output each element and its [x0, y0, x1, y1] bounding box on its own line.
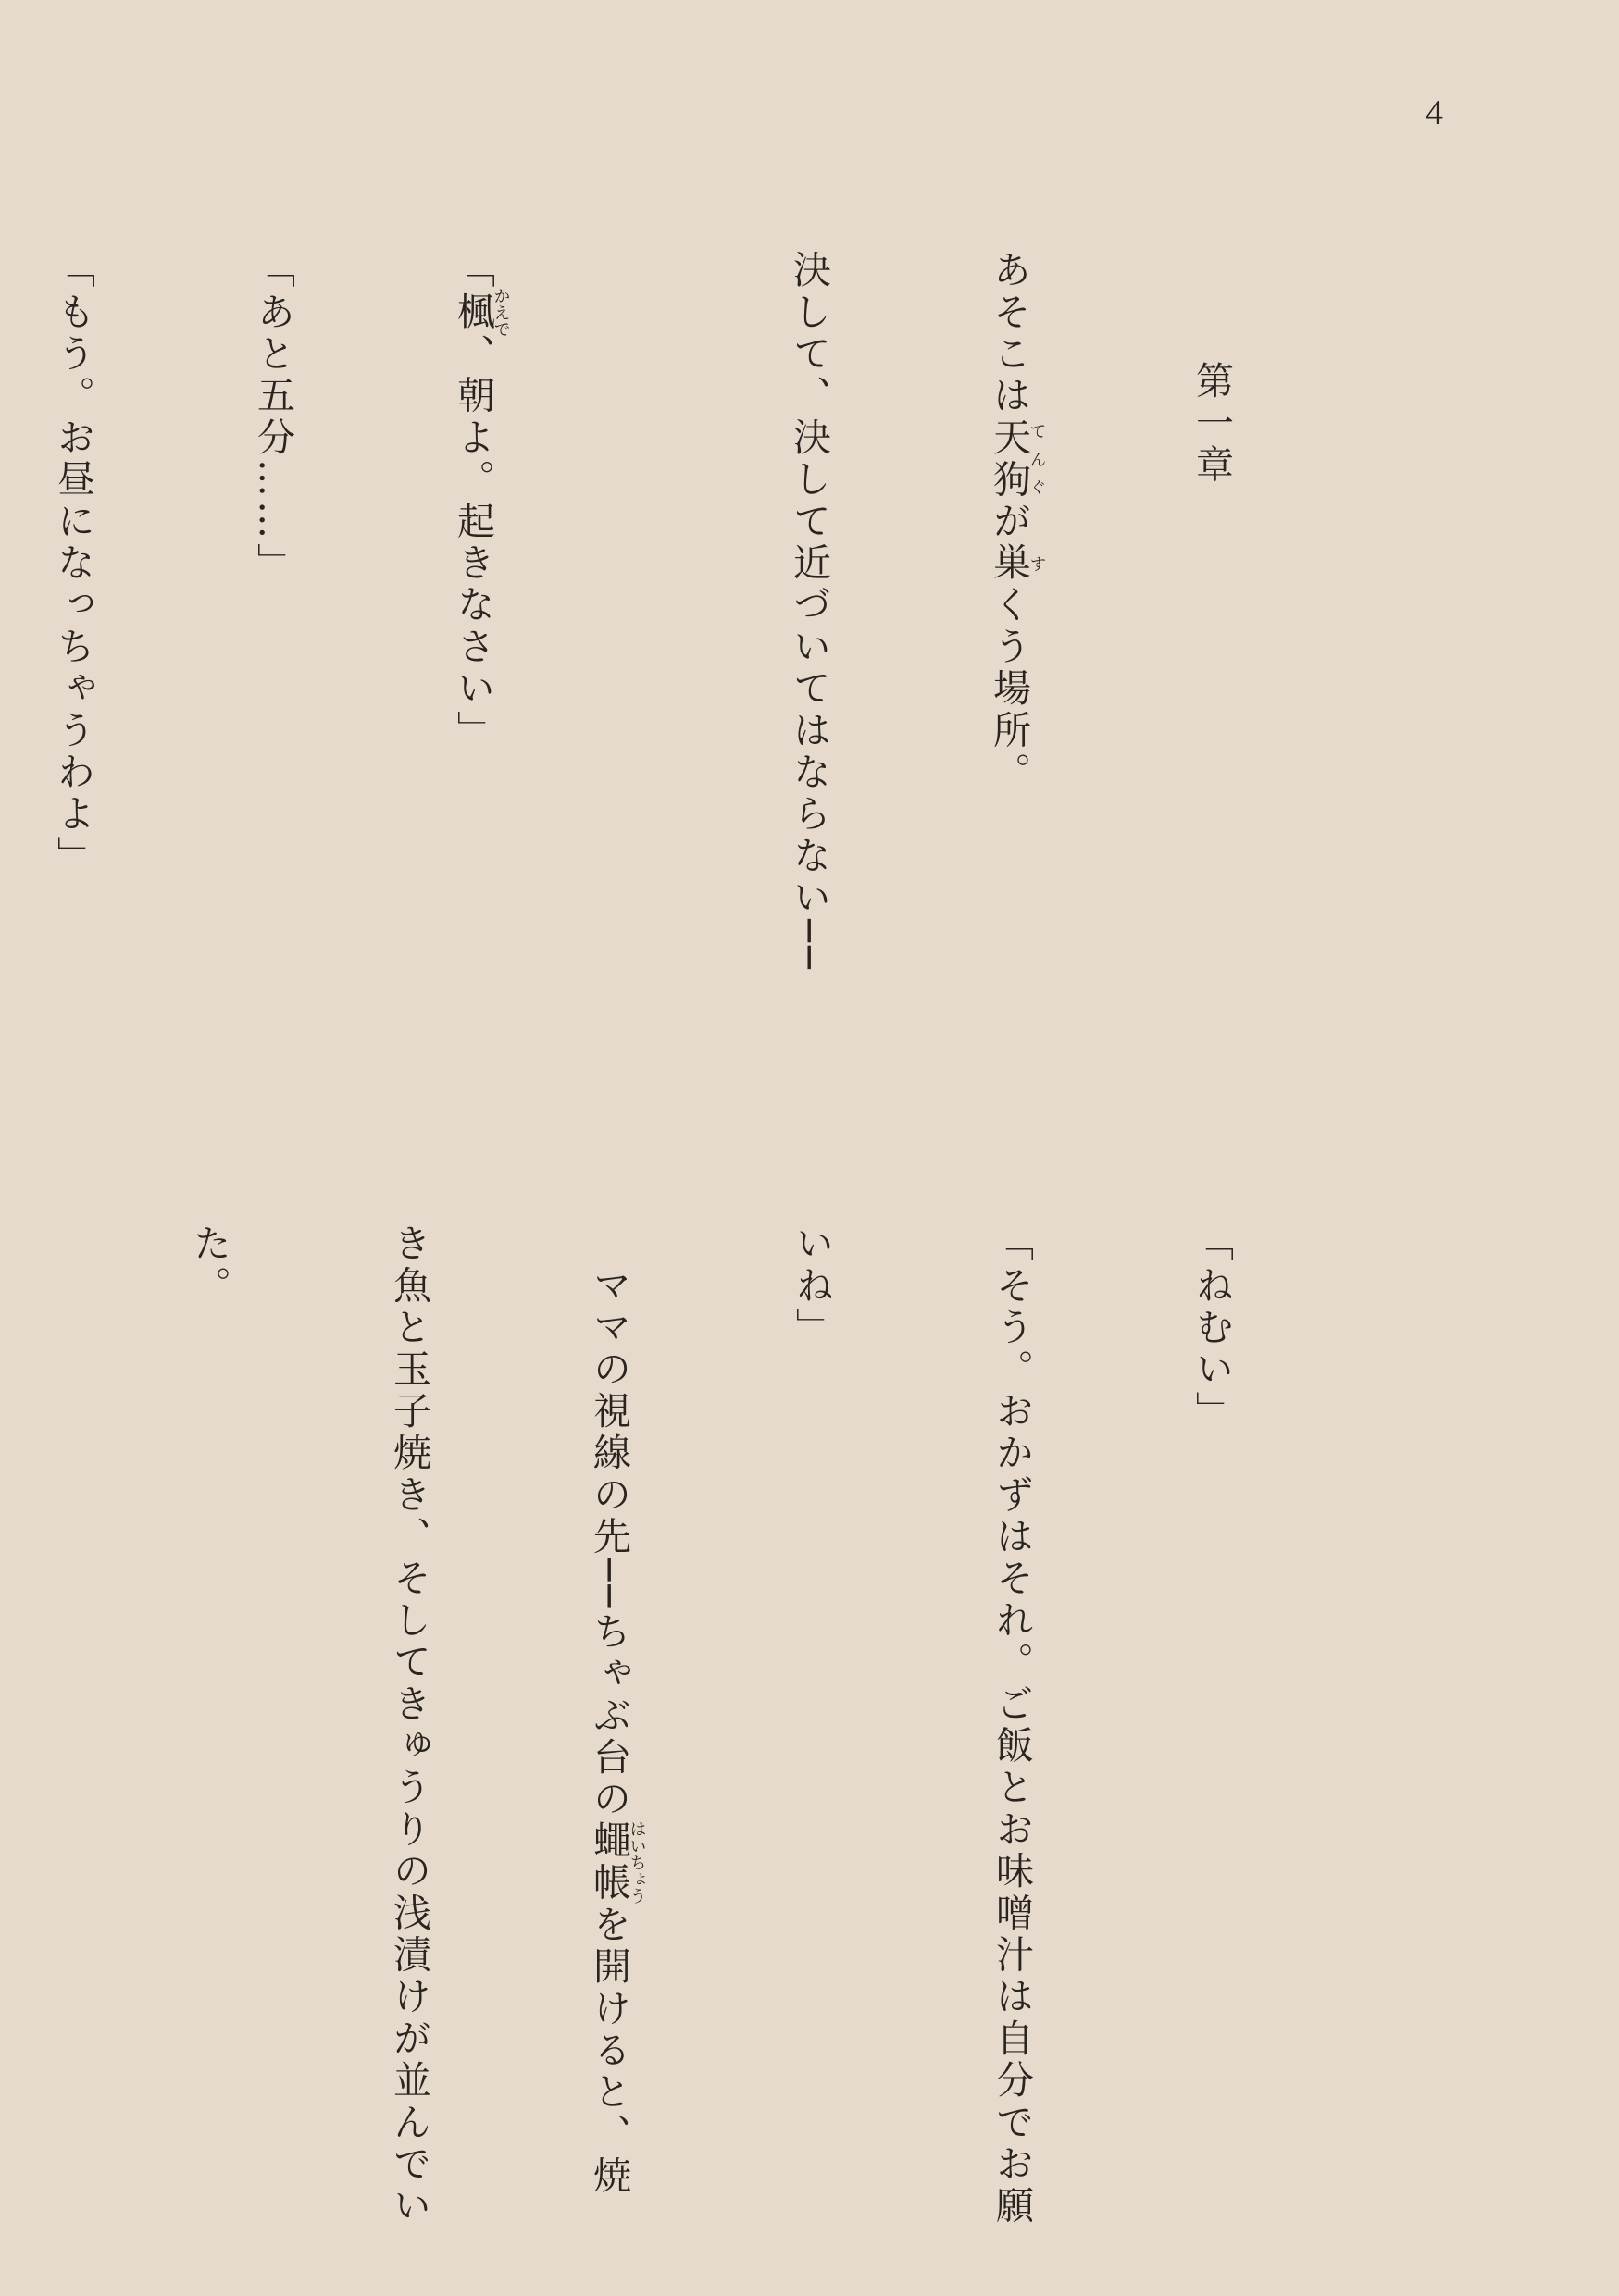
text-block-top	[51, 250, 1378, 1138]
ruby-word: 天狗てんぐ	[987, 416, 1047, 502]
chapter-heading: 第一章	[1189, 361, 1234, 487]
text-line: 「そう。おかずはそれ。ご飯とお味噌汁は自分でお願	[990, 1223, 1034, 2228]
text-line: 「ねむい」	[1189, 1223, 1234, 1433]
text-block-bottom	[187, 1223, 1378, 2228]
text-line: 「もう。お昼になっちゃうわよ」	[51, 250, 95, 877]
text-line: き魚と玉子焼き、そしてきゅうりの浅漬けが並んでい	[387, 1223, 431, 2228]
text-line: ママの視線の先──ちゃぶ台の蠅帳はいちょうを開けると、焼	[587, 1223, 647, 2198]
ruby-word: 蠅帳はいちょう	[587, 1820, 647, 1905]
text-line: た。	[187, 1223, 231, 1308]
text-line: いね」	[790, 1223, 834, 1349]
text-line: 「楓かえで、朝よ。起きなさい」	[451, 250, 511, 752]
page-number: 4	[1426, 93, 1443, 132]
ruby-word: 楓かえで	[451, 287, 511, 338]
ruby-word: 巣す	[987, 542, 1047, 585]
text-line: 「あと五分……」	[251, 250, 295, 585]
text-line: 決して、決して近づいてはならない──	[787, 250, 831, 973]
text-line: あそこは天狗てんぐが巣すくう場所。	[987, 250, 1047, 794]
